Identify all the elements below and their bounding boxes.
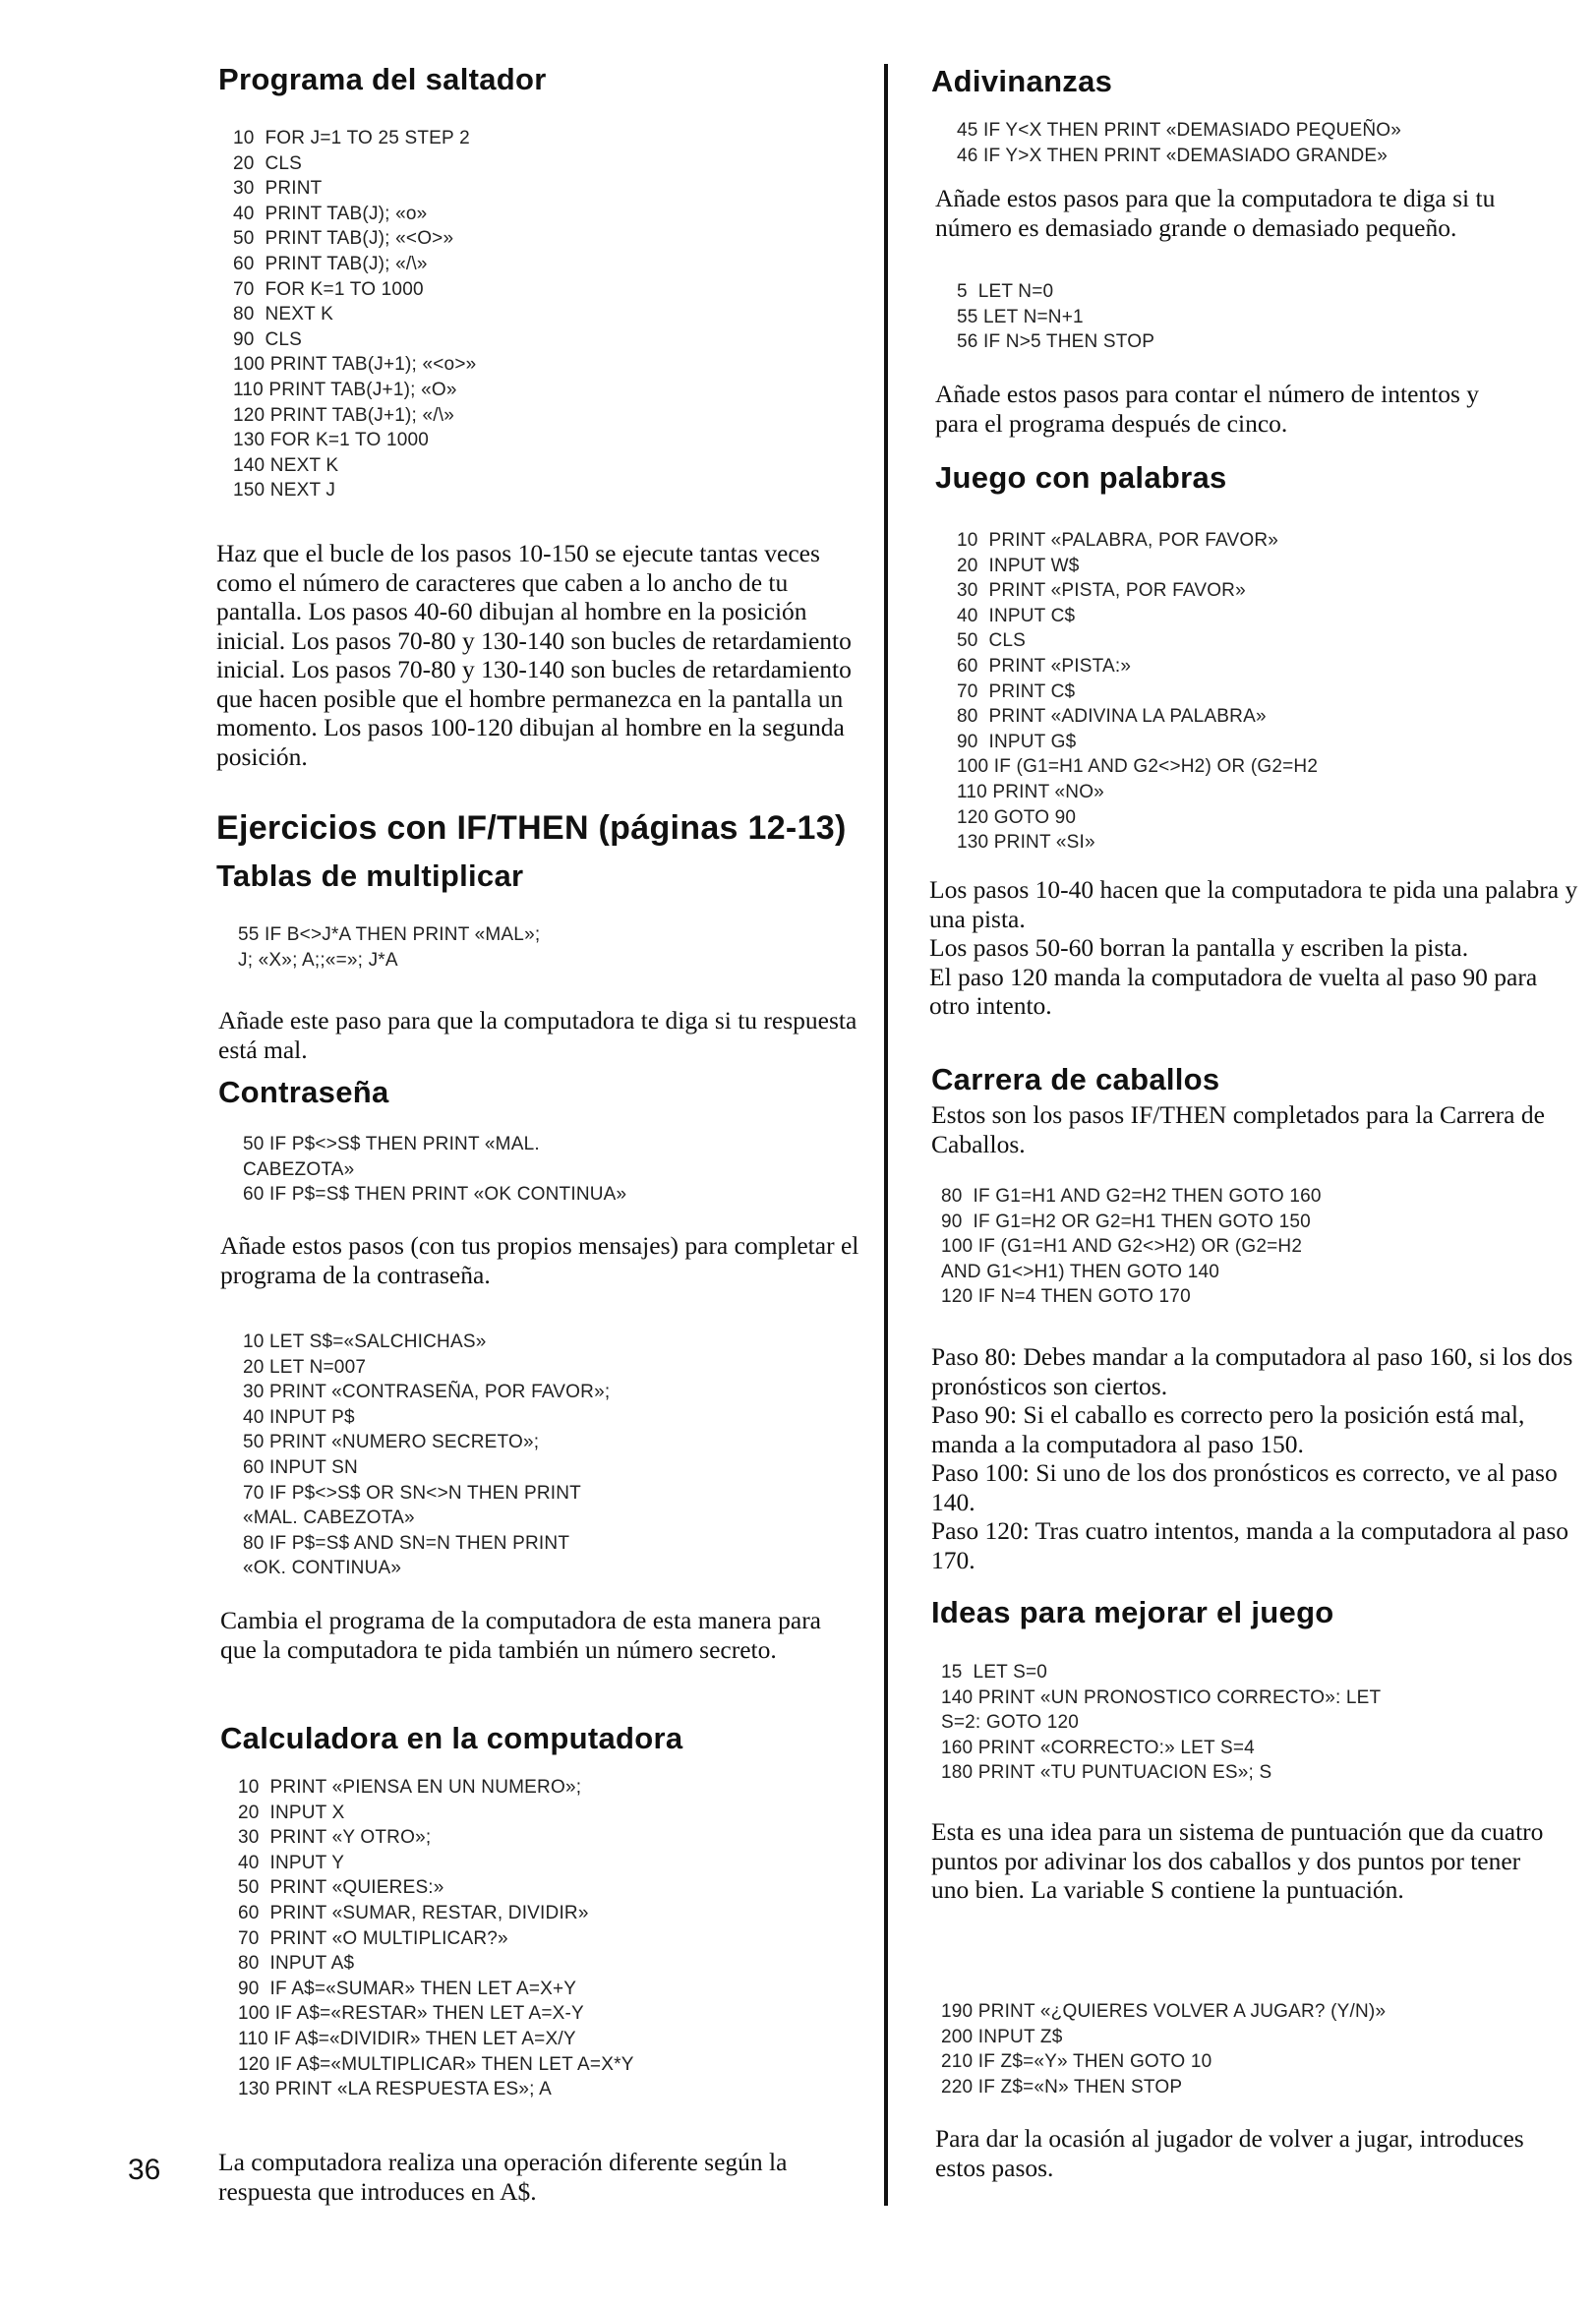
column-divider [884, 64, 888, 2206]
code-saltador: 10 FOR J=1 TO 25 STEP 2 20 CLS 30 PRINT 40 PRINT TAB(J); «o» 50 PRINT TAB(J); «<O>» 60 PRINT TAB(J); «/\» 70 FOR K=1 TO 1000 80 NEXT K 90 CLS 100 PRINT TAB(J+1); «<o>» 110 PRINT TAB(J+1); «O» 120 PRINT TAB(J+1); «/\» 130 FOR K=1 TO 1000 140 NEXT K 150 NEXT J [233, 128, 477, 502]
text-contrasena-1: Añade estos pasos (con tus propios mensajes) para completar el programa de la contraseña. [220, 1231, 859, 1289]
code-ideas-2: 190 PRINT «¿QUIERES VOLVER A JUGAR? (Y/N)» 200 INPUT Z$ 210 IF Z$=«Y» THEN GOTO 10 220 IF Z$=«N» THEN STOP [941, 2001, 1387, 2098]
code-adivinanzas-1: 45 IF Y<X THEN PRINT «DEMASIADO PEQUEÑO» 46 IF Y>X THEN PRINT «DEMASIADO GRANDE» [957, 120, 1401, 166]
code-contrasena-1: 50 IF P$<>S$ THEN PRINT «MAL. CABEZOTA» 60 IF P$=S$ THEN PRINT «OK CONTINUA» [243, 1134, 627, 1206]
section-title-carrera: Carrera de caballos [931, 1062, 1220, 1096]
text-contrasena-2: Cambia el programa de la computadora de esta manera para que la computadora te pida también un número secreto. [220, 1606, 822, 1664]
section-title-ejercicios: Ejercicios con IF/THEN (páginas 12-13) [216, 809, 847, 847]
code-ideas-1: 15 LET S=0 140 PRINT «UN PRONOSTICO CORRECTO»: LET S=2: GOTO 120 160 PRINT «CORRECTO:» LET S=4 180 PRINT «TU PUNTUACION ES»; S [941, 1662, 1382, 1784]
text-tablas: Añade este paso para que la computadora te diga si tu respuesta está mal. [218, 1006, 857, 1064]
section-title-juego: Juego con palabras [935, 460, 1227, 495]
text-carrera-2: Paso 80: Debes mandar a la computadora al paso 160, si los dos pronósticos son ciertos. Paso 90: Si el caballo es correcto pero la posición está mal, manda a la computadora al paso 150. Paso 100: Si uno de los dos pronósticos es correcto, ve al paso 140. Paso 120: Tras cuatro intentos, manda a la computadora al paso 170. [931, 1342, 1573, 1574]
code-contrasena-2: 10 LET S$=«SALCHICHAS» 20 LET N=007 30 PRINT «CONTRASEÑA, POR FAVOR»; 40 INPUT P$ 50 PRINT «NUMERO SECRETO»; 60 INPUT SN 70 IF P$<>S$ OR SN<>N THEN PRINT «MAL. CABEZOTA» 80 IF P$=S$ AND SN=N THEN PRINT «OK. CONTINUA» [243, 1331, 611, 1579]
code-calculadora: 10 PRINT «PIENSA EN UN NUMERO»; 20 INPUT X 30 PRINT «Y OTRO»; 40 INPUT Y 50 PRINT «QUIERES:» 60 PRINT «SUMAR, RESTAR, DIVIDIR» 70 PRINT «O MULTIPLICAR?» 80 INPUT A$ 90 IF A$=«SUMAR» THEN LET A=X+Y 100 IF A$=«RESTAR» THEN LET A=X-Y 110 IF A$=«DIVIDIR» THEN LET A=X/Y 120 IF A$=«MULTIPLICAR» THEN LET A=X*Y 130 PRINT «LA RESPUESTA ES»; A [238, 1777, 634, 2100]
section-title-adivinanzas: Adivinanzas [931, 64, 1113, 98]
code-adivinanzas-2: 5 LET N=0 55 LET N=N+1 56 IF N>5 THEN STOP [957, 281, 1155, 353]
text-saltador: Haz que el bucle de los pasos 10-150 se ejecute tantas veces como el número de caracteres que caben a lo ancho de tu pantalla. Los pasos 40-60 dibujan al hombre en la posición inicial. Los pasos 70-80 y 130-140 son bucles de retardamiento inicial. Los pasos 70-80 y 130-140 son bucles de retardamiento que hacen posible que el hombre permanezca en la pantalla un momento. Los pasos 100-120 dibujan al hombre en la segunda posición. [216, 539, 852, 771]
section-title-calculadora: Calculadora en la computadora [220, 1721, 683, 1755]
text-ideas-2: Para dar la ocasión al jugador de volver a jugar, introduces estos pasos. [935, 2124, 1524, 2182]
text-calculadora: La computadora realiza una operación diferente según la respuesta que introduces en A$. [218, 2148, 788, 2206]
subsection-title-tablas: Tablas de multiplicar [216, 858, 524, 893]
text-adivinanzas-2: Añade estos pasos para contar el número de intentos y para el programa después de cinco. [935, 380, 1480, 438]
code-tablas: 55 IF B<>J*A THEN PRINT «MAL»; J; «X»; A;;«=»; J*A [238, 924, 541, 971]
section-title-ideas: Ideas para mejorar el juego [931, 1595, 1334, 1629]
section-title-saltador: Programa del saltador [218, 62, 547, 96]
code-juego: 10 PRINT «PALABRA, POR FAVOR» 20 INPUT W$ 30 PRINT «PISTA, POR FAVOR» 40 INPUT C$ 50 CLS 60 PRINT «PISTA:» 70 PRINT C$ 80 PRINT «ADIVINA LA PALABRA» 90 INPUT G$ 100 IF (G1=H1 AND G2<>H2) OR (G2=H2 110 PRINT «NO» 120 GOTO 90 130 PRINT «SI» [957, 530, 1319, 854]
text-juego: Los pasos 10-40 hacen que la computadora te pida una palabra y una pista. Los pasos 50-60 borran la pantalla y escriben la pista. El paso 120 manda la computadora de vuelta al paso 90 para otro intento. [929, 875, 1578, 1020]
text-carrera-1: Estos son los pasos IF/THEN completados para la Carrera de Caballos. [931, 1100, 1545, 1158]
text-ideas-1: Esta es una idea para un sistema de puntuación que da cuatro puntos por adivinar los dos caballos y dos puntos por tener uno bien. La variable S contiene la puntuación. [931, 1817, 1544, 1904]
subsection-title-contrasena: Contraseña [218, 1075, 389, 1109]
page-number: 36 [128, 2154, 161, 2186]
text-adivinanzas-1: Añade estos pasos para que la computadora te diga si tu número es demasiado grande o demasiado pequeño. [935, 184, 1496, 242]
code-carrera: 80 IF G1=H1 AND G2=H2 THEN GOTO 160 90 IF G1=H2 OR G2=H1 THEN GOTO 150 100 IF (G1=H1 AND G2<>H2) OR (G2=H2 AND G1<>H1) THEN GOTO 140 120 IF N=4 THEN GOTO 170 [941, 1186, 1322, 1308]
